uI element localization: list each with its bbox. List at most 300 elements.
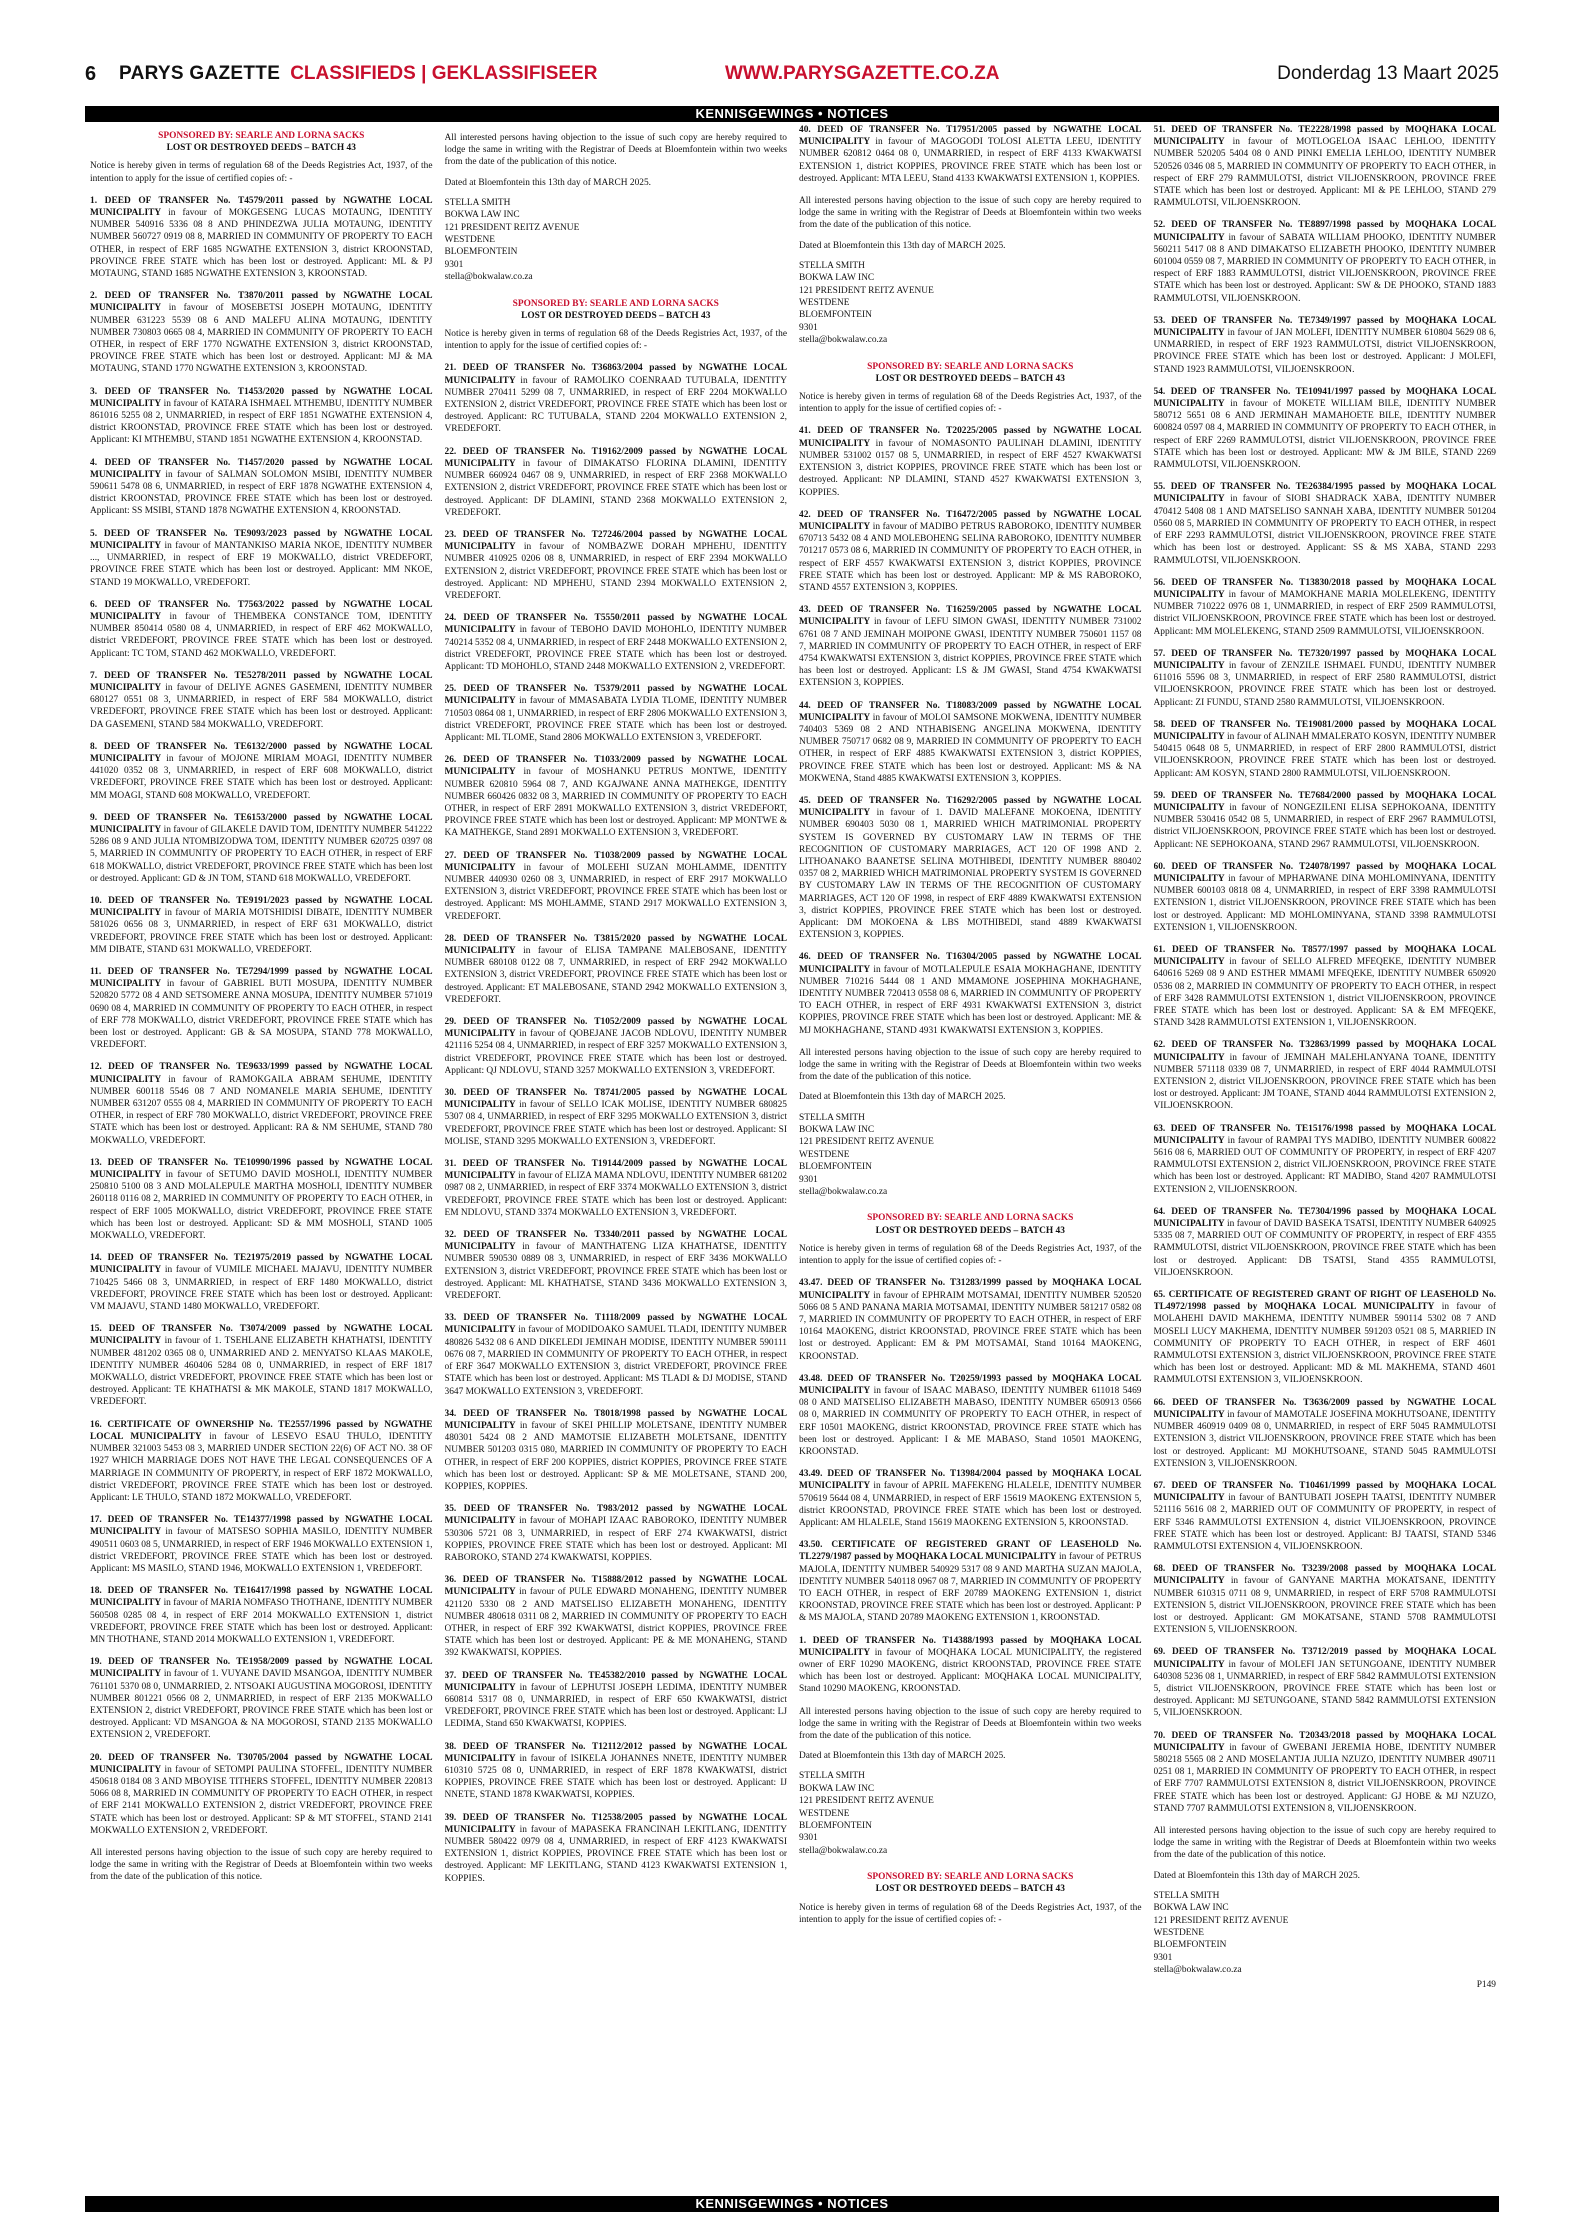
page-number: 6 xyxy=(85,62,97,85)
entry-heading: 41. DEED OF TRANSFER No. T20225/2005 passed by NGWATHE LOCAL MUNICIPALITY xyxy=(799,426,1142,449)
entry-heading: 5. DEED OF TRANSFER No. TE9093/2023 passed by NGWATHE LOCAL MUNICIPALITY xyxy=(90,528,433,551)
address-line: 9301 xyxy=(1153,1952,1173,1963)
entry-heading: 7. DEED OF TRANSFER No. TE5278/2011 passed by NGWATHE LOCAL MUNICIPALITY xyxy=(90,670,433,693)
notice-title: LOST OR DESTROYED DEEDS – BATCH 43 xyxy=(875,1884,1065,1895)
entry-text: in favour of MAMOKHANE MARIA MOLELEKENG, IDENTITY NUMBER 710222 0976 08 1, UNMARRIED, in respect of ERF 2509 RAMMULOTSI, district VILJOENSKROON, PROVINCE FREE STATE which has been lost or destroyed. Applicant: MM MOLELEKENG, STAND 2509 RAMMULOTSI, VILJOENSKROON. xyxy=(1153,589,1496,637)
sponsor-line: SPONSORED BY: SEARLE AND LORNA SACKS xyxy=(867,1213,1074,1224)
entry-heading: 65. CERTIFICATE OF REGISTERED GRANT OF RIGHT OF LEASEHOLD No. TL4972/1998 passed by MOQHAKA LOCAL MUNICIPALITY xyxy=(1153,1290,1496,1313)
entry-text: in favour of JEMINAH MALEHLANYANA TOANE, IDENTITY NUMBER 571118 0339 08 7, UNMARRIED, in respect of ERF 4044 RAMMULOTSI EXTENSION 2, district VILJOENSKROON, PROVINCE FREE STATE which has been lost or destroyed. Applicant: JM TOANE, STAND 4044 RAMMULOTSI EXTENSION 2, VILJOENSKROON. xyxy=(1153,1052,1496,1112)
entry-heading: 1. DEED OF TRANSFER No. T14388/1993 passed by MOQHAKA LOCAL MUNICIPALITY xyxy=(799,1635,1142,1658)
closing-text: All interested persons having objection to the issue of such copy are hereby required to lodge the same in writing with the Registrar of Deeds at Bloemfontein within two weeks from the date of the publication of this notice. xyxy=(90,1847,433,1883)
entry-heading: 22. DEED OF TRANSFER No. T19162/2009 passed by NGWATHE LOCAL MUNICIPALITY xyxy=(444,446,787,469)
entry-heading: 37. DEED OF TRANSFER No. TE45382/2010 passed by NGWATHE LOCAL MUNICIPALITY xyxy=(444,1670,787,1693)
notice-entry xyxy=(90,1157,433,1242)
entry-heading: 27. DEED OF TRANSFER No. T1038/2009 passed by NGWATHE LOCAL MUNICIPALITY xyxy=(444,850,787,873)
address-line: 121 PRESIDENT REITZ AVENUE xyxy=(799,285,934,296)
entry-text: in favour of MADIBO PETRUS RABOROKO, IDENTITY NUMBER 670713 5432 08 4 AND MOLEBOHENG SELINA RABOROKO, IDENTITY NUMBER 701217 0573 08 6, MARRIED IN COMMUNITY OF PROPERTY TO EACH OTHER, in respect of ERF 4557 KWAKWATSI EXTENSION 3, district KOPPIES, PROVINCE FREE STATE which has been lost or destroyed. Applicant: MP & MS RABOROKO, STAND 4557 EXTENSION 3, KOPPIES. xyxy=(799,521,1142,593)
closing-text: All interested persons having objection to the issue of such copy are hereby required to lodge the same in writing with the Registrar of Deeds at Bloemfontein within two weeks from the date of the publication of this notice. xyxy=(444,133,787,168)
entry-text: in favour of MOSHANKU PETRUS MONTWE, IDENTITY NUMBER 620810 5964 08 7, AND KGAJWANE ANNA MATHEKGE, IDENTITY NUMBER 660426 0832 08 3, MARRIED IN COMMUNITY OF PROPERTY TO EACH OTHER, in respect of ERF 2891 MOKWALLO EXTENSION 3, district VREDEFORT, PROVINCE FREE STATE which has been lost or destroyed. Applicant: MP MONTWE & KA MATHEKGE, Stand 2891 MOKWALLO EXTENSION 3, VREDEFORT. xyxy=(444,767,787,839)
notice-entry xyxy=(1154,719,1497,780)
paper-name: PARYS GAZETTE xyxy=(119,63,281,84)
notice-entry xyxy=(1154,648,1497,709)
email-link[interactable]: stella@bokwalaw.co.za xyxy=(799,335,888,346)
entry-heading: 42. DEED OF TRANSFER No. T16472/2005 passed by NGWATHE LOCAL MUNICIPALITY xyxy=(799,509,1142,532)
entry-text: in favour of MATSESO SOPHIA MASILO, IDENTITY NUMBER 490511 0603 08 5, UNMARRIED, in respect of ERF 1946 MOKWALLO EXTENSION 1, district VREDEFORT, PROVINCE FREE STATE which has been lost or destroyed. Applicant: MS MASILO, STAND 1946, MOKWALLO EXTENSION 1, VREDEFORT. xyxy=(90,1527,433,1574)
notice-entry xyxy=(90,741,433,802)
address-block xyxy=(799,1770,1142,1857)
entry-text: in favour of BANTUBATI JOSEPH TAATSI, IDENTITY NUMBER 521116 5616 08 2, MARRIED OUT OF COMMUNITY OF PROPERTY, in respect of ERF 5346 RAMMULOTSI EXTENSION 4, district VILJOENSKROON, PROVINCE FREE STATE which has been lost or destroyed. Applicant: BJ TAATSI, STAND 5346 RAMMULOTSI EXTENSION 4, VILJOENSKROON. xyxy=(1153,1493,1496,1552)
column-1 xyxy=(90,124,433,2192)
entries-list xyxy=(799,425,1142,1036)
entry-heading: 34. DEED OF TRANSFER No. T8018/1998 passed by NGWATHE LOCAL MUNICIPALITY xyxy=(444,1408,787,1431)
notice-entry xyxy=(799,1468,1142,1529)
address-line: 9301 xyxy=(799,1833,818,1844)
notice-entry xyxy=(90,966,433,1051)
entry-heading: 29. DEED OF TRANSFER No. T1052/2009 passed by NGWATHE LOCAL MUNICIPALITY xyxy=(444,1017,787,1040)
notice-intro: Notice is hereby given in terms of regulation 68 of the Deeds Registries Act, 1937, of the intention to apply for the issue of certified copies of: - xyxy=(799,1243,1142,1267)
closing-text: All interested persons having objection to the issue of such copy are hereby required to lodge the same in writing with the Registrar of Deeds at Bloemfontein within two weeks from the date of the publication of this notice. xyxy=(799,1706,1142,1741)
notice-entry xyxy=(90,1252,433,1313)
notice-entry xyxy=(799,1635,1142,1696)
notice-entry xyxy=(445,612,788,673)
notice-entry xyxy=(90,1656,433,1741)
entry-text: in favour of QOBEJANE JACOB NDLOVU, IDENTITY NUMBER 421116 5254 08 4, UNMARRIED, in respect of ERF 3257 MOKWALLO EXTENSION 3, district VREDEFORT, PROVINCE FREE STATE which has been lost or destroyed. Applicant: QJ NDLOVU, STAND 3257 MOKWALLO EXTENSION 3, VREDEFORT. xyxy=(444,1029,787,1076)
address-line: BOKWA LAW INC xyxy=(799,1125,875,1136)
notices-band-bottom: KENNISGEWINGS • NOTICES xyxy=(85,2196,1499,2212)
dated-line: Dated at Bloemfontein this 13th day of MARCH 2025. xyxy=(799,1092,1006,1103)
entry-heading: 21. DEED OF TRANSFER No. T36863/2004 passed by NGWATHE LOCAL MUNICIPALITY xyxy=(444,363,787,386)
entry-text: in favour of MOLOI SAMSONE MOKWENA, IDENTITY NUMBER 740403 5369 08 2 AND NTHABISENG ANGELINA MOKWENA, IDENTITY NUMBER 750717 0682 08 9, MARRIED IN COMMUNITY OF PROPERTY TO EACH OTHER, in respect of ERF 4885 KWAKWATSI EXTENSION 3, district KOPPIES, PROVINCE FREE STATE which has been lost or destroyed. Applicant: MS & NA MOKWENA, Stand 4885 KWAKWATSI EXTENSION 3, KOPPIES. xyxy=(799,712,1142,784)
entry-heading: 57. DEED OF TRANSFER No. TE7320/1997 passed by MOQHAKA LOCAL MUNICIPALITY xyxy=(1153,648,1496,671)
entry-text: in favour of ISAAC MABASO, IDENTITY NUMBER 611018 5469 08 0 AND MATSELISO ELIZABETH MABASO, IDENTITY NUMBER 650913 0566 08 0, MARRIED IN COMMUNITY OF PROPERTY TO EACH OTHER, in respect of ERF 10501 MAOKENG, district KROONSTAD, PROVINCE FREE STATE which has been lost or destroyed. Applicant: I & ME MABASO, Stand 10501 MAOKENG, KROONSTAD. xyxy=(799,1385,1142,1457)
notice-entry xyxy=(445,1408,788,1493)
entry-text: in favour of MAPASEKA FRANCINAH LEKITLANG, IDENTITY NUMBER 580422 0979 08 4, UNMARRIED, in respect of ERF 4123 KWAKWATSI EXTENSION 1, district KOPPIES, PROVINCE FREE STATE which has been lost or destroyed. Applicant: MF LEKITLANG, STAND 4123 KWAKWATSI EXTENSION 1, KOPPIES. xyxy=(444,1824,787,1884)
notice-heading xyxy=(799,1212,1142,1236)
entry-heading: 18. DEED OF TRANSFER No. TE16417/1998 passed by NGWATHE LOCAL MUNICIPALITY xyxy=(90,1586,433,1609)
entry-text: in favour of MANTHATENG LIZA KHATHATSE, IDENTITY NUMBER 590530 0889 08 3, UNMARRIED, in respect of ERF 3436 MOKWALLO EXTENSION 3, district VREDEFORT, PROVINCE FREE STATE which has been lost or destroyed. Applicant: ML KHATHATSE, STAND 3436 MOKWALLO EXTENSION 3, VREDEFORT. xyxy=(444,1242,787,1302)
entry-text: in favour of 1. DAVID MALEFANE MOKOENA, IDENTITY NUMBER 690403 5030 08 1, MARRIED WHICH MATRIMONIAL PROPERTY SYSTEM IS GOVERNED BY CUSTOMARY LAW IN TERMS OF THE RECOGNITION OF CUSTOMARY MARRIAGES, ACT 120 OF 1998 AND 2. LITHOANAKO BAANETSE SELINA MOTHIBEDI, IDENTITY NUMBER 880402 0357 08 2, MARRIED WHICH MATRIMONIAL PROPERTY SYSTEM IS GOVERNED BY CUSTOMARY LAW IN TERMS OF THE RECOGNITION OF CUSTOMARY MARRIAGES, ACT 120 OF 1998, in respect of ERF 4889 KWAKWATSI EXTENSION 3, district KOPPIES, PROVINCE FREE STATE which has been lost or destroyed. Applicant: DM MOKOENA & LBS MOTHIBEDI, stand 4889 KWAKWATSI EXTENSION 3, KOPPIES. xyxy=(799,808,1142,941)
address-line: 9301 xyxy=(444,259,464,270)
notice-entry xyxy=(1154,1480,1497,1553)
notice-entry xyxy=(90,812,433,885)
entry-text: in favour of MOSEBETSI JOSEPH MOTAUNG, IDENTITY NUMBER 631223 5539 08 6 AND MALEFU ALINA MOTAUNG, IDENTITY NUMBER 730803 0665 08 4, MARRIED IN COMMUNITY OF PROPERTY TO EACH OTHER, in respect of ERF 1770 NGWATHE EXTENSION 3, district KROONSTAD, PROVINCE FREE STATE which has been lost or destroyed. Applicant: MJ & MA MOTAUNG, STAND 1770 NGWATHE EXTENSION 3, KROONSTAD. xyxy=(90,303,433,375)
notice-entry xyxy=(1154,1289,1497,1387)
notice-entry xyxy=(1154,1123,1497,1196)
entry-heading: 15. DEED OF TRANSFER No. T3074/2009 passed by NGWATHE LOCAL MUNICIPALITY xyxy=(90,1324,433,1347)
address-line: BLOEMFONTEIN xyxy=(799,1162,872,1173)
address-block xyxy=(445,197,788,284)
entry-text: in favour of SABATA WILLIAM PHOOKO, IDENTITY NUMBER 560211 5417 08 8 AND DIMAKATSO ELIZABETH PHOOKO, IDENTITY NUMBER 601004 0559 08 7, MARRIED IN COMMUNITY OF PROPERTY TO EACH OTHER, in respect of ERF 1883 RAMMULOTSI, district VILJOENSKROON, PROVINCE FREE STATE which has been lost or destroyed. Applicant: SW & DE PHOOKO, STAND 1883 RAMMULOTSI, VILJOENSKROON. xyxy=(1153,232,1496,304)
notice-entry xyxy=(445,1812,788,1885)
entries-list xyxy=(799,1277,1142,1695)
address-line: WESTDENE xyxy=(799,1149,850,1160)
closing-text: All interested persons having objection to the issue of such copy are hereby required to lodge the same in writing with the Registrar of Deeds at Bloemfontein within two weeks from the date of the publication of this notice. xyxy=(1153,1825,1496,1861)
notice-entry xyxy=(90,670,433,731)
entry-text: in favour of NOMBAZWE DORAH MPHEHU, IDENTITY NUMBER 410925 0206 08 8, UNMARRIED, in respect of ERF 2394 MOKWALLO EXTENSION 2, district VREDEFORT, PROVINCE FREE STATE which has been lost or destroyed. Applicant: ND MPHEHU, STAND 2394 MOKWALLO EXTENSION 2, VREDEFORT. xyxy=(444,542,787,601)
notice-entry xyxy=(799,124,1142,185)
notice-intro: Notice is hereby given in terms of regulation 68 of the Deeds Registries Act, 1937, of the intention to apply for the issue of certified copies of: - xyxy=(90,161,433,184)
entry-heading: 16. CERTIFICATE OF OWNERSHIP No. TE2557/1996 passed by NGWATHE LOCAL MUNICIPALITY xyxy=(90,1419,433,1442)
entry-heading: 31. DEED OF TRANSFER No. T19144/2009 passed by NGWATHE LOCAL MUNICIPALITY xyxy=(444,1159,787,1182)
address-line: BOKWA LAW INC xyxy=(799,273,875,284)
notice-entry xyxy=(1154,577,1497,638)
entry-text: in favour of RAMOKGAILA ABRAM SEHUME, IDENTITY NUMBER 600118 5546 08 7 AND NOMANELE MARIA SEHUME, IDENTITY NUMBER 631207 0555 08 4, MARRIED IN COMMUNITY OF PROPERTY TO EACH OTHER, in respect of ERF 780 MOKWALLO, district VREDEFORT, PROVINCE FREE STATE which has been lost or destroyed. Applicant: RA & NM SEHUME, STAND 780 MOKWALLO, VREDEFORT. xyxy=(90,1074,433,1146)
entry-text: in favour of ALINAH MMALERATO KOSYN, IDENTITY NUMBER 540415 0648 08 5, UNMARRIED, in respect of ERF 2800 RAMMULOTSI, district VILJOENSKROON, PROVINCE FREE STATE which has been lost or destroyed. Applicant: AM KOSYN, STAND 2800 RAMMULOTSI, VILJOENSKROON. xyxy=(1153,731,1496,779)
entry-heading: 28. DEED OF TRANSFER No. T3815/2020 passed by NGWATHE LOCAL MUNICIPALITY xyxy=(444,933,787,956)
dated-line: Dated at Bloemfontein this 13th day of MARCH 2025. xyxy=(1153,1870,1360,1881)
entry-heading: 2. DEED OF TRANSFER No. T3870/2011 passed by NGWATHE LOCAL MUNICIPALITY xyxy=(90,291,433,314)
notice-title: LOST OR DESTROYED DEEDS – BATCH 43 xyxy=(875,373,1065,384)
entry-text: in favour of JAN MOLEFI, IDENTITY NUMBER 610804 5629 08 6, UNMARRIED, in respect of ERF 1923 RAMMULOTSI, district VILJOENSKROON, PROVINCE FREE STATE which has been lost or destroyed. Applicant: J MOLEFI, STAND 1923 RAMMULOTSI, VILJOENSKROON. xyxy=(1153,328,1496,375)
notices-band-top: KENNISGEWINGS • NOTICES xyxy=(85,106,1499,122)
notice-title: LOST OR DESTROYED DEEDS – BATCH 43 xyxy=(521,310,711,321)
entry-text: in favour of SALMAN SOLOMON MSIBI, IDENTITY NUMBER 590611 5478 08 6, UNMARRIED, in respect of ERF 1878 NGWATHE EXTENSION 4, district KROONSTAD, PROVINCE FREE STATE which has been lost or destroyed. Applicant: SS MSIBI, STAND 1878 NGWATHE EXTENSION 4, KROONSTAD. xyxy=(90,469,433,517)
entries-list xyxy=(90,195,433,1837)
address-block xyxy=(799,1112,1142,1199)
notice-entry xyxy=(799,700,1142,785)
entry-text: in favour of LESEVO ESAU THULO, IDENTITY NUMBER 321003 5453 08 3, MARRIED UNDER SECTION 22(6) OF ACT NO. 38 OF 1927 WHICH MARRIAGE DOES NOT HAVE THE LEGAL CONSEQUENCES OF A MARRIAGE IN COMMUNITY OF PROPERTY, in respect of ERF 1872 MOKWALLO, district VREDEFORT, PROVINCE FREE STATE which has been lost or destroyed. Applicant: LE THULO, STAND 1872 MOKWALLO, VREDEFORT. xyxy=(90,1431,433,1503)
notice-entry xyxy=(90,599,433,660)
dated-line: Dated at Bloemfontein this 13th day of MARCH 2025. xyxy=(799,240,1006,251)
notice-entry xyxy=(1154,124,1497,209)
address-line: 9301 xyxy=(799,322,818,333)
notice-entry xyxy=(90,1752,433,1837)
notice-entry xyxy=(445,1087,788,1148)
entry-text: in favour of KATARA ISHMAEL MTHEMBU, IDENTITY NUMBER 861016 5255 08 2, UNMARRIED, in respect of ERF 1851 NGWATHE EXTENSION 4, district KROONSTAD, PROVINCE FREE STATE which has been lost or destroyed. Applicant: KI MTHEMBU, STAND 1851 NGWATHE EXTENSION 4, KROONSTAD. xyxy=(90,398,433,446)
notice-entry xyxy=(445,1158,788,1219)
entry-heading: 39. DEED OF TRANSFER No. T12538/2005 passed by NGWATHE LOCAL MUNICIPALITY xyxy=(444,1812,787,1835)
address-line: 121 PRESIDENT REITZ AVENUE xyxy=(1153,1915,1289,1926)
notice-entry xyxy=(799,509,1142,594)
issue-date: Donderdag 13 Maart 2025 xyxy=(1277,63,1499,84)
address-line: 9301 xyxy=(799,1174,818,1185)
sponsor-line: SPONSORED BY: SEARLE AND LORNA SACKS xyxy=(867,1872,1074,1883)
entry-heading: 13. DEED OF TRANSFER No. TE10990/1996 passed by NGWATHE LOCAL MUNICIPALITY xyxy=(90,1157,433,1181)
notice-entry xyxy=(1154,481,1497,566)
entry-heading: 44. DEED OF TRANSFER No. T18083/2009 passed by NGWATHE LOCAL MUNICIPALITY xyxy=(799,700,1142,723)
entry-heading: 53. DEED OF TRANSFER No. TE7349/1997 passed by MOQHAKA LOCAL MUNICIPALITY xyxy=(1153,315,1496,339)
notice-entry xyxy=(445,529,788,602)
notice-intro: Notice is hereby given in terms of regulation 68 of the Deeds Registries Act, 1937, of the intention to apply for the issue of certified copies of: - xyxy=(799,1902,1142,1925)
notice-entry xyxy=(799,604,1142,689)
entry-text: in favour of APRIL MAFEKENG HLALELE, IDENTITY NUMBER 570619 5644 08 4, UNMARRIED, in respect of ERF 15619 MAOKENG EXTENSION 5, district KROONSTAD, PROVINCE FREE STATE which has been lost or destroyed. Applicant: AM HLALELE, Stand 15619 MAOKENG EXTENSION 5, KROONSTAD. xyxy=(799,1481,1142,1528)
notice-entry xyxy=(1154,1206,1497,1279)
notice-entry xyxy=(445,1741,788,1802)
entry-heading: 11. DEED OF TRANSFER No. TE7294/1999 passed by NGWATHE LOCAL MUNICIPALITY xyxy=(90,966,433,990)
notice-entry xyxy=(90,457,433,518)
entry-heading: 32. DEED OF TRANSFER No. T3340/2011 passed by NGWATHE LOCAL MUNICIPALITY xyxy=(444,1230,787,1253)
entry-text: in favour of ELISA TAMPANE MALEBOSANE, IDENTITY NUMBER 680108 0122 08 7, UNMARRIED, in respect of ERF 2942 MOKWALLO EXTENSION 3, district VREDEFORT, PROVINCE FREE STATE which has been lost or destroyed. Applicant: ET MALEBOSANE, STAND 2942 MOKWALLO EXTENSION 3, VREDEFORT. xyxy=(444,946,787,1005)
entry-heading: 8. DEED OF TRANSFER No. TE6132/2000 passed by NGWATHE LOCAL MUNICIPALITY xyxy=(90,741,433,764)
notice-entry xyxy=(90,1419,433,1504)
notice-entry xyxy=(90,528,433,589)
entry-heading: 33. DEED OF TRANSFER No. T1118/2009 passed by NGWATHE LOCAL MUNICIPALITY xyxy=(444,1313,787,1336)
email-link[interactable]: stella@bokwalaw.co.za xyxy=(1153,1965,1242,1976)
section-title: CLASSIFIEDS | GEKLASSIFISEER xyxy=(290,63,598,84)
entry-text: in favour of 1. VUYANE DAVID MSANGOA, IDENTITY NUMBER 761101 5370 08 0, UNMARRIED, 2. NTSOAKI AUGUSTINA MOGOROSI, IDENTITY NUMBER 801221 0566 08 2, UNMARRIED, in respect of ERF 2135 MOKWALLO EXTENSION 2, district VREDEFORT, PROVINCE FREE STATE which has been lost or destroyed. Applicant: VD MSANGOA & NA MOGOROSI, STAND 2135 MOKWALLO EXTENSION 2, VREDEFORT. xyxy=(90,1669,433,1741)
address-line: 121 PRESIDENT REITZ AVENUE xyxy=(799,1137,934,1148)
page-header xyxy=(85,62,1499,86)
sponsor-line: SPONSORED BY: SEARLE AND LORNA SACKS xyxy=(867,361,1074,372)
notice-heading xyxy=(90,130,433,154)
entry-text: in favour of SIOBI SHADRACK XABA, IDENTITY NUMBER 470412 5408 08 1 AND MATSELISO SANNAH XABA, IDENTITY NUMBER 501204 0560 08 5, MARRIED IN COMMUNITY OF PROPERTY TO EACH OTHER, in respect of ERF 2293 RAMMULOTSI, district VILJOENSKROON, PROVINCE FREE STATE which has been lost or destroyed. Applicant: SS & MS XABA, STAND 2293 RAMMULOTSI, VILJOENSKROON. xyxy=(1153,494,1496,566)
closing-text: All interested persons having objection to the issue of such copy are hereby required to lodge the same in writing with the Registrar of Deeds at Bloemfontein within two weeks from the date of the publication of this notice. xyxy=(799,196,1142,231)
notice-entry xyxy=(445,1574,788,1659)
entry-heading: 70. DEED OF TRANSFER No. T20343/2018 passed by MOQHAKA LOCAL MUNICIPALITY xyxy=(1153,1730,1496,1753)
column-2 xyxy=(445,124,788,2192)
notice-heading xyxy=(799,1871,1142,1895)
entry-text: in favour of MARIA NOMFASO THOTHANE, IDENTITY NUMBER 560508 0285 08 4, in respect of ERF 2014 MOKWALLO EXTENSION 1, district VREDEFORT, PROVINCE FREE STATE which has been lost or destroyed. Applicant: MN THOTHANE, STAND 2014 MOKWALLO EXTENSION 1, VREDEFORT. xyxy=(90,1598,433,1645)
entry-text: in favour of MOLEEHI SUZAN MOHLAMME, IDENTITY NUMBER 440930 0260 08 3, UNMARRIED, in respect of ERF 2917 MOKWALLO EXTENSION 3, district VREDEFORT, PROVINCE FREE STATE which has been lost or destroyed. Applicant: MS MOHLAMME, STAND 2917 MOKWALLO EXTENSION 3, VREDEFORT. xyxy=(444,862,787,922)
address-line: BOKWA LAW INC xyxy=(444,210,520,221)
entry-text: in favour of MOHAPI IZAAC RABOROKO, IDENTITY NUMBER 530306 5721 08 3, UNMARRIED, in respect of ERF 274 KWAKWATSI, district KOPPIES, PROVINCE FREE STATE which has been lost or destroyed. Applicant: MI RABOROKO, STAND 274 KWAKWATSI, KOPPIES. xyxy=(444,1516,787,1563)
entry-text: in favour of MPHARWANE DINA MOHLOMINYANA, IDENTITY NUMBER 600103 0818 08 4, UNMARRIED, in respect of ERF 3398 RAMMULOTSI EXTENSION 1, district VILJOENSKROON, PROVINCE FREE STATE which has been lost or destroyed. Applicant: MD MOHLOMINYANA, STAND 3398 RAMMULOTSI EXTENSION 1, VILJOENSKROON. xyxy=(1153,873,1496,933)
entry-text: in favour of TEBOHO DAVID MOHOHLO, IDENTITY NUMBER 740214 5352 08 4, UNMARRIED, in respect of ERF 2448 MOKWALLO EXTENSION 2, district VREDEFORT, PROVINCE FREE STATE which has been lost or destroyed. Applicant: TD MOHOHLO, STAND 2448 MOKWALLO EXTENSION 2, VREDEFORT. xyxy=(444,625,787,672)
notice-entry xyxy=(1154,1397,1497,1470)
entry-text: in favour of MODIDOAKO SAMUEL TLADI, IDENTITY NUMBER 480826 5432 08 6 AND DIKELEDI JEMINAH MODISE, IDENTITY NUMBER 590111 0676 08 7, MARRIED IN COMMUNITY OF PROPERTY TO EACH OTHER, in respect of ERF 3647 MOKWALLO EXTENSION 3, district VREDEFORT, PROVINCE FREE STATE which has been lost or destroyed. Applicant: MS TLADI & DJ MODISE, STAND 3647 MOKWALLO EXTENSION 3, VREDEFORT. xyxy=(444,1325,787,1397)
entry-heading: 66. DEED OF TRANSFER No. T3636/2009 passed by NGWATHE LOCAL MUNICIPALITY xyxy=(1153,1397,1496,1420)
notice-intro: Notice is hereby given in terms of regulation 68 of the Deeds Registries Act, 1937, of the intention to apply for the issue of certified copies of: - xyxy=(444,329,787,352)
entry-heading: 3. DEED OF TRANSFER No. T1453/2020 passed by NGWATHE LOCAL MUNICIPALITY xyxy=(90,386,433,409)
entry-text: in favour of ZENZILE ISHMAEL FUNDU, IDENTITY NUMBER 611016 5596 08 3, UNMARRIED, in respect of ERF 2580 RAMMULOTSI, district VILJOENSKROON, PROVINCE FREE STATE which has been lost or destroyed. Applicant: ZI FUNDU, STAND 2580 RAMMULOTSI, VILJOENSKROON. xyxy=(1153,660,1496,708)
notice-entry xyxy=(445,850,788,923)
entry-heading: 61. DEED OF TRANSFER No. T8577/1997 passed by MOQHAKA LOCAL MUNICIPALITY xyxy=(1153,944,1496,968)
entry-text: in favour of SKEI PHILLIP MOLETSANE, IDENTITY NUMBER 480301 5424 08 2 AND MAMOTSIE ELIZABETH MOLETSANE, IDENTITY NUMBER 501203 0315 080, MARRIED IN COMMUNITY OF PROPERTY TO EACH OTHER, in respect of ERF 200 KOPPIES, district KOPPIES, PROVINCE FREE STATE which has been lost or destroyed. Applicant: SP & ME MOLETSANE, STAND 200, KOPPIES, KOPPIES. xyxy=(444,1420,787,1492)
notice-entry xyxy=(1154,1039,1497,1112)
address-line: BOKWA LAW INC xyxy=(799,1783,875,1794)
entry-text: in favour of MOJONE MIRIAM MOAGI, IDENTITY NUMBER 441020 0352 08 3, UNMARRIED, in respect of ERF 608 MOKWALLO, district VREDEFORT, PROVINCE FREE STATE which has been lost or destroyed. Applicant: MM MOAGI, STAND 608 MOKWALLO, VREDEFORT. xyxy=(90,753,433,801)
entry-heading: 9. DEED OF TRANSFER No. TE6153/2000 passed by NGWATHE LOCAL MUNICIPALITY xyxy=(90,812,433,835)
entry-text: in favour of MAMOTALE JOSEFINA MOKHUTSOANE, IDENTITY NUMBER 460919 0409 08 0, UNMARRIED, in respect of ERF 5045 RAMMULOTSI EXTENSION 3, district VILJOENSKROON, PROVINCE FREE STATE which has been lost or destroyed. Applicant: MJ MOKHUTSOANE, STAND 5045 RAMMULOTSI EXTENSION 3, VILJOENSKROON. xyxy=(1153,1409,1496,1469)
entry-text: in favour of LEPHUTSI JOSEPH LEDIMA, IDENTITY NUMBER 660814 5317 08 0, UNMARRIED, in respect of ERF 650 KWAKWATSI, district VREDEFORT, PROVINCE FREE STATE which has been lost or destroyed. Applicant: LJ LEDIMA, Stand 650 KWAKWATSI, KOPPIES. xyxy=(444,1682,787,1730)
entry-text: in favour of MOTLOGELOA ISAAC LEHLOO, IDENTITY NUMBER 520205 5404 08 0 AND PINKI EMELIA LEHLOO, IDENTITY NUMBER 520526 0346 08 5, MARRIED IN COMMUNITY OF PROPERTY TO EACH OTHER, in respect of ERF 279 RAMMULOTSI, district VILJOENSKROON, PROVINCE FREE STATE which has been lost or destroyed. Applicant: MI & PE LEHLOO, STAND 279 RAMMULOTSI, VILJOENSKROON. xyxy=(1153,137,1496,209)
entry-heading: 17. DEED OF TRANSFER No. TE14377/1998 passed by NGWATHE LOCAL MUNICIPALITY xyxy=(90,1515,433,1538)
entry-heading: 20. DEED OF TRANSFER No. T30705/2004 passed by NGWATHE LOCAL MUNICIPALITY xyxy=(90,1752,433,1775)
entry-text: in favour of MOLEFI JAN SETUNGOANE, IDENTITY NUMBER 640308 5236 08 1, UNMARRIED, in respect of ERF 5842 RAMMULOTSI EXTENSION 5, district VILJOENSKROON, PROVINCE FREE STATE which has been lost or destroyed. Applicant: MJ SETUNGOANE, STAND 5842 RAMMULOTSI EXTENSION 5, VILJOENSKROON. xyxy=(1153,1659,1496,1719)
entry-heading: 56. DEED OF TRANSFER No. T13830/2018 passed by MOQHAKA LOCAL MUNICIPALITY xyxy=(1153,577,1496,600)
notice-entry xyxy=(799,795,1142,941)
notice-entry xyxy=(90,1585,433,1646)
entry-heading: 25. DEED OF TRANSFER No. T5379/2011 passed by NGWATHE LOCAL MUNICIPALITY xyxy=(444,684,787,707)
entry-heading: 6. DEED OF TRANSFER No. T7563/2022 passed by NGWATHE LOCAL MUNICIPALITY xyxy=(90,599,433,622)
entry-heading: 59. DEED OF TRANSFER No. TE7684/2000 passed by MOQHAKA LOCAL MUNICIPALITY xyxy=(1153,790,1496,813)
email-link[interactable]: stella@bokwalaw.co.za xyxy=(799,1187,888,1198)
entry-heading: 45. DEED OF TRANSFER No. T16292/2005 passed by NGWATHE LOCAL MUNICIPALITY xyxy=(799,795,1142,819)
entry-text: in favour of RAMOLIKO COENRAAD TUTUBALA, IDENTITY NUMBER 270411 5299 08 7, UNMARRIED, in respect of ERF 2204 MOKWALLO EXTENSION 2, district VREDEFORT, PROVINCE FREE STATE which has been lost or destroyed. Applicant: RC TUTUBALA, STAND 2204 MOKWALLO EXTENSION 2, VREDEFORT. xyxy=(444,375,787,435)
email-link[interactable]: stella@bokwalaw.co.za xyxy=(444,272,533,283)
entry-text: in favour of THEMBEKA CONSTANCE TOM, IDENTITY NUMBER 850414 0580 08 4, UNMARRIED, in respect of ERF 462 MOKWALLO, district VREDEFORT, PROVINCE FREE STATE which has been lost or destroyed. Applicant: TC TOM, STAND 462 MOKWALLO, VREDEFORT. xyxy=(90,611,433,659)
address-line: BLOEMFONTEIN xyxy=(1153,1940,1227,1951)
address-line: WESTDENE xyxy=(1153,1928,1205,1939)
entry-text: in favour of LEFU SIMON GWASI, IDENTITY NUMBER 731002 6761 08 7 AND JEMINAH MOIPONE GWASI, IDENTITY NUMBER 750601 1157 08 7, MARRIED IN COMMUNITY OF PROPERTY TO EACH OTHER, in respect of ERF 4754 KWAKWATSI EXTENSION 3, district KOPPIES, PROVINCE FREE STATE which has been lost or destroyed. Applicant: LS & JM GWASI, Stand 4754 KWAKWATSI EXTENSION 3, KOPPIES. xyxy=(799,617,1142,689)
entry-heading: 58. DEED OF TRANSFER No. TE19081/2000 passed by MOQHAKA LOCAL MUNICIPALITY xyxy=(1153,719,1496,742)
entry-text: in favour of GILAKELE DAVID TOM, IDENTITY NUMBER 541222 5286 08 9 AND JULIA NTOMBIZODWA TOM, IDENTITY NUMBER 620725 0397 08 5, MARRIED IN COMMUNITY OF PROPERTY TO EACH OTHER, in respect of ERF 618 MOKWALLO, district VREDEFORT, PROVINCE FREE STATE which has been lost or destroyed. Applicant: GD & JN TOM, STAND 618 MOKWALLO, VREDEFORT. xyxy=(90,824,433,884)
entry-heading: 23. DEED OF TRANSFER No. T27246/2004 passed by NGWATHE LOCAL MUNICIPALITY xyxy=(444,529,787,553)
notice-entry xyxy=(90,195,433,280)
notice-entry xyxy=(445,933,788,1006)
address-line: 121 PRESIDENT REITZ AVENUE xyxy=(799,1796,934,1807)
entry-heading: 46. DEED OF TRANSFER No. T16304/2005 passed by NGWATHE LOCAL MUNICIPALITY xyxy=(799,952,1142,975)
entry-heading: 14. DEED OF TRANSFER No. TE21975/2019 passed by NGWATHE LOCAL MUNICIPALITY xyxy=(90,1253,433,1276)
entry-text: in favour of MAGOGODI TOLOSI ALETTA LEEU, IDENTITY NUMBER 620812 0464 08 0, UNMARRIED, in respect of ERF 4133 KWAKWATSI EXTENSION 1, district KOPPIES, PROVINCE FREE STATE which has been lost or destroyed. Applicant: MTA LEEU, Stand 4133 KWAKWATSI EXTENSION 1, KOPPIES. xyxy=(799,137,1142,184)
entry-text: in favour of SETOMPI PAULINA STOFFEL, IDENTITY NUMBER 450618 0184 08 3 AND MBOYISE TITHERS STOFFEL, IDENTITY NUMBER 220813 5066 08 8, MARRIED IN COMMUNITY OF PROPERTY TO EACH OTHER, in respect of ERF 2141 MOKWALLO EXTENSION 2, district VREDEFORT, PROVINCE FREE STATE which has been lost or destroyed. Applicant: SP & MT STOFFEL, STAND 2141 MOKWALLO EXTENSION 2, VREDEFORT. xyxy=(90,1764,433,1836)
email-link[interactable]: stella@bokwalaw.co.za xyxy=(799,1845,888,1856)
notice-entry xyxy=(445,754,788,839)
page-reference: P149 xyxy=(1476,1979,1496,1990)
notice-entry xyxy=(445,1016,788,1077)
dated-line: Dated at Bloemfontein this 13th day of MARCH 2025. xyxy=(799,1751,1006,1762)
notice-entry xyxy=(1154,944,1497,1029)
entry-heading: 54. DEED OF TRANSFER No. TE10941/1997 passed by MOQHAKA LOCAL MUNICIPALITY xyxy=(1153,386,1496,410)
entry-text: in favour of ELIZA MAMA NDLOVU, IDENTITY NUMBER 681202 0987 08 2, UNMARRIED, in respect of ERF 3374 MOKWALLO EXTENSION 3, district VREDEFORT, PROVINCE FREE STATE which has been lost or destroyed. Applicant: EM NDLOVU, STAND 3374 MOKWALLO EXTENSION 3, VREDEFORT. xyxy=(444,1171,787,1218)
entry-heading: 51. DEED OF TRANSFER No. TE2228/1998 passed by MOQHAKA LOCAL MUNICIPALITY xyxy=(1153,125,1496,148)
closing-text: All interested persons having objection to the issue of such copy are hereby required to lodge the same in writing with the Registrar of Deeds at Bloemfontein within two weeks from the date of the publication of this notice. xyxy=(799,1047,1142,1083)
address-block xyxy=(1154,1890,1497,1977)
entry-text: in favour of DELIYE AGNES GASEMENI, IDENTITY NUMBER 680127 0551 08 3, UNMARRIED, in respect of ERF 584 MOKWALLO, district VREDEFORT, PROVINCE FREE STATE which has been lost or destroyed. Applicant: DA GASEMENI, STAND 584 MOKWALLO, VREDEFORT. xyxy=(90,682,433,730)
address-line: WESTDENE xyxy=(444,235,496,246)
entry-text: in favour of MMASABATA LYDIA TLOME, IDENTITY NUMBER 710503 0864 08 1, UNMARRIED, in respect of ERF 2806 MOKWALLO EXTENSION 3, district VREDEFORT, PROVINCE FREE STATE which has been lost or destroyed. Applicant: ML TLOME, Stand 2806 MOKWALLO EXTENSION 3, VREDEFORT. xyxy=(444,696,787,743)
notice-entry xyxy=(445,683,788,744)
entry-heading: 19. DEED OF TRANSFER No. TE1958/2009 passed by NGWATHE LOCAL MUNICIPALITY xyxy=(90,1657,433,1680)
address-line: STELLA SMITH xyxy=(1153,1890,1220,1901)
entry-heading: 40. DEED OF TRANSFER No. T17951/2005 passed by NGWATHE LOCAL MUNICIPALITY xyxy=(799,125,1142,148)
entry-text: in favour of GWEBANI JEREMIA HOBE, IDENTITY NUMBER 580218 5565 08 2 AND MOSELANTJA JULIA NZUZO, IDENTITY NUMBER 490711 0251 08 1, MARRIED IN COMMUNITY OF PROPERTY TO EACH OTHER, in respect of ERF 7707 RAMMULOTSI EXTENSION 8, district VILJOENSKROON, PROVINCE FREE STATE which has been lost or destroyed. Applicant: GJ HOBE & MJ NZUZO, STAND 7707 RAMMULOTSI EXTENSION 8, VILJOENSKROON. xyxy=(1153,1742,1496,1814)
entry-text: in favour of MOLAHEHI DAVID MAKHEMA, IDENTITY NUMBER 590114 5302 08 7 AND MOSELI LUCY MAKHEMA, IDENTITY NUMBER 591203 0521 08 5, MARRIED IN COMMUNITY OF PROPERTY TO EACH OTHER, in respect of ERF 4601 RAMMULOTSI EXTENSION 3, district VILJOENSKROON, PROVINCE FREE STATE which has been lost or destroyed. Applicant: MD & ML MAKHEMA, STAND 4601 RAMMULOTSI EXTENSION 3, VILJOENSKROON. xyxy=(1153,1302,1496,1386)
entry-heading: 69. DEED OF TRANSFER No. T3712/2019 passed by MOQHAKA LOCAL MUNICIPALITY xyxy=(1153,1647,1496,1670)
entry-heading: 62. DEED OF TRANSFER No. T32863/1999 passed by MOQHAKA LOCAL MUNICIPALITY xyxy=(1153,1040,1496,1063)
entry-heading: 43.47. DEED OF TRANSFER No. T31283/1999 passed by MOQHAKA LOCAL MUNICIPALITY xyxy=(799,1278,1142,1301)
address-line: STELLA SMITH xyxy=(444,197,511,208)
entry-text: in favour of MARIA MOTSHIDISI DIBATE, IDENTITY NUMBER 581026 0656 08 3, UNMARRIED, in respect of ERF 631 MOKWALLO, district VREDEFORT, PROVINCE FREE STATE which has been lost or destroyed. Applicant: MM DIBATE, STAND 631 MOKWALLO, VREDEFORT. xyxy=(90,908,433,955)
address-line: WESTDENE xyxy=(799,1808,850,1819)
notice-columns xyxy=(90,124,1496,2192)
notice-entry xyxy=(1154,790,1497,851)
dated-line: Dated at Bloemfontein this 13th day of MARCH 2025. xyxy=(444,177,651,188)
entry-text: in favour of MANTANKISO MARIA NKOE, IDENTITY NUMBER ..., UNMARRIED, in respect of ERF 19 MOKWALLO, district VREDEFORT, PROVINCE FREE STATE which has been lost or destroyed. Applicant: MM NKOE, STAND 19 MOKWALLO, VREDEFORT. xyxy=(90,540,433,588)
entry-text: in favour of PULE EDWARD MONAHENG, IDENTITY NUMBER 421120 5330 08 2 AND MATSELISO ELIZABETH MONAHENG, IDENTITY NUMBER 480618 0311 08 2, MARRIED IN COMMUNITY OF PROPERTY TO EACH OTHER, in respect of ERF 392 KWAKWATSI, district KOPPIES, PROVINCE FREE STATE which has been lost or destroyed. Applicant: PE & ME MONAHENG, STAND 392 KWAKWATSI, KOPPIES. xyxy=(444,1587,787,1659)
notice-entry xyxy=(90,1514,433,1575)
website-link[interactable]: WWW.PARYSGAZETTE.CO.ZA xyxy=(725,63,1000,84)
entry-text: in favour of 1. TSEHLANE ELIZABETH KHATHATSI, IDENTITY NUMBER 481202 0365 08 0, UNMARRIED AND 2. MENYATSO KLAAS MAKOLE, IDENTITY NUMBER 460406 5284 08 0, UNMARRIED, in respect of ERF 1817 MOKWALLO, district VREDEFORT, PROVINCE FREE STATE which has been lost or destroyed. Applicant: TE KHATHATSI & MK MAKOLE, STAND 1817 MOKWALLO, VREDEFORT. xyxy=(90,1336,433,1408)
entry-text: in favour of MOKGESENG LUCAS MOTAUNG, IDENTITY NUMBER 540916 5336 08 8 AND PHINDEZWA JULIA MOTAUNG, IDENTITY NUMBER 560727 0919 08 8, MARRIED IN COMMUNITY OF PROPERTY TO EACH OTHER, in respect of ERF 1685 NGWATHE EXTENSION 3, district KROONSTAD, PROVINCE FREE STATE which has been lost or destroyed. Applicant: ML & PJ MOTAUNG, STAND 1685 NGWATHE EXTENSION 3, KROONSTAD. xyxy=(90,208,433,280)
address-line: WESTDENE xyxy=(799,298,850,309)
entry-text: in favour of MOKETE WILLIAM BILE, IDENTITY NUMBER 580712 5651 08 6 AND JERMINAH MAMAHOETE BILE, IDENTITY NUMBER 600824 0597 08 4, MARRIED IN COMMUNITY OF PROPERTY TO EACH OTHER, in respect of ERF 2269 RAMMULOTSI, district VILJOENSKROON, PROVINCE FREE STATE which has been lost or destroyed. Applicant: MW & JM BILE, STAND 2269 RAMMULOTSI, VILJOENSKROON. xyxy=(1153,399,1496,471)
notice-entry xyxy=(1154,219,1497,304)
address-line: STELLA SMITH xyxy=(799,260,865,271)
notice-entry xyxy=(1154,1563,1497,1636)
notice-intro: Notice is hereby given in terms of regulation 68 of the Deeds Registries Act, 1937, of the intention to apply for the issue of certified copies of: - xyxy=(799,392,1142,415)
notice-entry xyxy=(799,425,1142,498)
entry-heading: 30. DEED OF TRANSFER No. T8741/2005 passed by NGWATHE LOCAL MUNICIPALITY xyxy=(444,1088,787,1111)
notice-entry xyxy=(799,1277,1142,1362)
entry-heading: 36. DEED OF TRANSFER No. T15888/2012 passed by NGWATHE LOCAL MUNICIPALITY xyxy=(444,1575,787,1598)
notice-title: LOST OR DESTROYED DEEDS – BATCH 43 xyxy=(875,1225,1065,1236)
entry-heading: 43. DEED OF TRANSFER No. T16259/2005 passed by NGWATHE LOCAL MUNICIPALITY xyxy=(799,605,1142,628)
entry-text: in favour of GANYANE MARTHA MOKATSANE, IDENTITY NUMBER 610315 0711 08 9, UNMARRIED, in respect of ERF 5708 RAMMULOTSI EXTENSION 5, district VILJOENSKROON, PROVINCE FREE STATE which has been lost or destroyed. Applicant: GM MOKATSANE, STAND 5708 RAMMULOTSI EXTENSION 5, VILJOENSKROON. xyxy=(1153,1576,1496,1636)
notice-entry xyxy=(445,1312,788,1397)
notice-heading xyxy=(445,298,788,322)
entry-heading: 68. DEED OF TRANSFER No. T3239/2008 passed by MOQHAKA LOCAL MUNICIPALITY xyxy=(1153,1564,1496,1587)
entry-text: in favour of DAVID BASEKA TSATSI, IDENTITY NUMBER 640925 5335 08 7, MARRIED OUT OF COMMUNITY OF PROPERTY, in respect of ERF 4355 RAMMULOTSI, district VILJOENSKROON, PROVINCE FREE STATE which has been lost or destroyed. Applicant: DB TSATSI, Stand 4355 RAMMULOTSI, VILJOENSKROON. xyxy=(1153,1219,1496,1278)
notice-entry xyxy=(90,290,433,375)
entry-heading: 43.49. DEED OF TRANSFER No. T13984/2004 passed by MOQHAKA LOCAL MUNICIPALITY xyxy=(799,1469,1142,1492)
notice-entry xyxy=(799,1373,1142,1458)
notice-entry xyxy=(90,895,433,956)
entry-text: in favour of NONGEZILENI ELISA SEPHOKOANA, IDENTITY NUMBER 530416 0542 08 5, UNMARRIED, in respect of ERF 2967 RAMMULOTSI, district VILJOENSKROON, PROVINCE FREE STATE which has been lost or destroyed. Applicant: NE SEPHOKOANA, STAND 2967 RAMMULOTSI, VILJOENSKROON. xyxy=(1153,802,1496,850)
notice-entry xyxy=(799,1539,1142,1624)
notice-entry xyxy=(90,1323,433,1408)
column-3 xyxy=(799,124,1142,2192)
notice-entry xyxy=(445,362,788,435)
notice-entry xyxy=(1154,1646,1497,1719)
entry-heading: 24. DEED OF TRANSFER No. T5550/2011 passed by NGWATHE LOCAL MUNICIPALITY xyxy=(444,613,787,636)
entry-text: in favour of RAMPAI TYS MADIBO, IDENTITY NUMBER 600822 5616 08 6, MARRIED OUT OF COMMUNITY OF PROPERTY, in respect of ERF 4207 RAMMULOTSI EXTENSION 2, district VILJOENSKROON, PROVINCE FREE STATE which has been lost or destroyed. Applicant: RT MADIBO, Stand 4207 RAMMULOTSI EXTENSION 2, VILJOENSKROON. xyxy=(1153,1135,1496,1195)
entry-heading: 35. DEED OF TRANSFER No. T983/2012 passed by NGWATHE LOCAL MUNICIPALITY xyxy=(444,1504,787,1527)
notice-entry xyxy=(1154,386,1497,471)
notice-entry xyxy=(445,1503,788,1564)
entry-heading: 52. DEED OF TRANSFER No. TE8897/1998 passed by MOQHAKA LOCAL MUNICIPALITY xyxy=(1153,220,1496,243)
entry-text: in favour of VUMILE MICHAEL MAJAVU, IDENTITY NUMBER 710425 5466 08 3, UNMARRIED, in respect of ERF 1480 MOKWALLO, district VREDEFORT, PROVINCE FREE STATE which has been lost or destroyed. Applicant: VM MAJAVU, STAND 1480 MOKWALLO, VREDEFORT. xyxy=(90,1265,433,1313)
address-line: STELLA SMITH xyxy=(799,1771,865,1782)
entry-heading: 12. DEED OF TRANSFER No. TE9633/1999 passed by NGWATHE LOCAL MUNICIPALITY xyxy=(90,1062,433,1085)
entry-heading: 26. DEED OF TRANSFER No. T1033/2009 passed by NGWATHE LOCAL MUNICIPALITY xyxy=(444,755,787,778)
entries-list xyxy=(799,124,1142,185)
entry-heading: 64. DEED OF TRANSFER No. TE7304/1996 passed by MOQHAKA LOCAL MUNICIPALITY xyxy=(1153,1206,1496,1230)
entry-text: in favour of EPHRAIM MOTSAMAI, IDENTITY NUMBER 520520 5066 08 5 AND PANANA MARIA MOTSAMAI, IDENTITY NUMBER 581217 0582 08 7, MARRIED IN COMMUNITY OF PROPERTY TO EACH OTHER, in respect of ERF 10164 MAOKENG, district KROONSTAD, PROVINCE FREE STATE which has been lost or destroyed. Applicant: EM & PM MOTSAMAI, Stand 10164 MAOKENG, KROONSTAD. xyxy=(799,1290,1142,1362)
address-line: BLOEMFONTEIN xyxy=(799,310,872,321)
entry-heading: 43.48. DEED OF TRANSFER No. T20259/1993 passed by MOQHAKA LOCAL MUNICIPALITY xyxy=(799,1373,1142,1396)
notice-entry xyxy=(1154,315,1497,376)
entry-heading: 4. DEED OF TRANSFER No. T1457/2020 passed by NGWATHE LOCAL MUNICIPALITY xyxy=(90,457,433,480)
notice-entry xyxy=(1154,1730,1497,1815)
column-4 xyxy=(1154,124,1497,2192)
entry-heading: 10. DEED OF TRANSFER No. TE9191/2023 passed by NGWATHE LOCAL MUNICIPALITY xyxy=(90,895,433,919)
entries-list xyxy=(445,362,788,1884)
notice-entry xyxy=(90,386,433,447)
notice-entry xyxy=(90,1061,433,1146)
address-line: BOKWA LAW INC xyxy=(1153,1903,1229,1914)
sponsor-line: SPONSORED BY: SEARLE AND LORNA SACKS xyxy=(512,298,719,309)
entry-text: in favour of ISIKELA JOHANNES NNETE, IDENTITY NUMBER 610310 5725 08 0, UNMARRIED, in respect of ERF 1878 KWAKWATSI, district KOPPIES, PROVINCE FREE STATE which has been lost or destroyed. Applicant: IJ NNETE, STAND 1878 KWAKWATSI, KOPPIES. xyxy=(444,1753,787,1801)
entry-heading: 1. DEED OF TRANSFER No. T4579/2011 passed by NGWATHE LOCAL MUNICIPALITY xyxy=(90,195,433,219)
entry-heading: 67. DEED OF TRANSFER No. T10461/1999 passed by MOQHAKA LOCAL MUNICIPALITY xyxy=(1153,1480,1496,1504)
notice-entry xyxy=(445,446,788,519)
entry-text: in favour of DIMAKATSO FLORINA DLAMINI, IDENTITY NUMBER 660924 0467 08 9, UNMARRIED, in respect of ERF 2368 MOKWALLO EXTENSION 2, district VREDEFORT, PROVINCE FREE STATE which has been lost or destroyed. Applicant: DF DLAMINI, STAND 2368 MOKWALLO EXTENSION 2, VREDEFORT. xyxy=(444,458,787,518)
entry-text: in favour of MOQHAKA LOCAL MUNICIPALITY, the registered owner of ERF 10290 MAOKENG, district KROONSTAD, PROVINCE FREE STATE which has been lost or destroyed. Applicant: MOQHAKA LOCAL MUNICIPALITY, Stand 10290 MAOKENG, KROONSTAD. xyxy=(799,1647,1142,1695)
address-line: STELLA SMITH xyxy=(799,1112,865,1123)
entry-heading: 55. DEED OF TRANSFER No. TE26384/1995 passed by MOQHAKA LOCAL MUNICIPALITY xyxy=(1153,482,1496,505)
entry-text: in favour of PETRUS MAJOLA, IDENTITY NUMBER 540929 5317 08 9 AND MARTHA SUZAN MAJOLA, IDENTITY NUMBER 540118 0967 08 7, MARRIED IN COMMUNITY OF PROPERTY TO EACH OTHER, in respect of ERF 20789 MAOKENG EXTENSION 1, district KROONSTAD, PROVINCE FREE STATE which has been lost or destroyed. Applicant: P & MS MAJOLA, STAND 20789 MAOKENG EXTENSION 1, KROONSTAD. xyxy=(799,1552,1142,1624)
address-line: BLOEMFONTEIN xyxy=(799,1821,872,1832)
entry-heading: 63. DEED OF TRANSFER No. TE15176/1998 passed by MOQHAKA LOCAL MUNICIPALITY xyxy=(1153,1123,1496,1146)
address-line: 121 PRESIDENT REITZ AVENUE xyxy=(444,222,580,233)
entry-text: in favour of GABRIEL BUTI MOSUPA, IDENTITY NUMBER 520820 5772 08 4 AND SETSOMERE ANNA MOSUPA, IDENTITY NUMBER 571019 0690 08 4, MARRIED IN COMMUNITY OF PROPERTY TO EACH OTHER, in respect of ERF 778 MOKWALLO, district VREDEFORT, PROVINCE FREE STATE which has been lost or destroyed. Applicant: GB & SA MOSUPA, STAND 778 MOKWALLO, VREDEFORT. xyxy=(90,979,433,1051)
entry-text: in favour of NOMASONTO PAULINAH DLAMINI, IDENTITY NUMBER 531002 0157 08 5, UNMARRIED, in respect of ERF 4527 KWAKWATSI EXTENSION 3, district KOPPIES, PROVINCE FREE STATE which has been lost or destroyed. Applicant: NP DLAMINI, STAND 4527 KWAKWATSI EXTENSION 3, KOPPIES. xyxy=(799,438,1142,498)
entry-text: in favour of SETUMO DAVID MOSHOLI, IDENTITY NUMBER 250810 5100 08 3 AND MOLALEPULE MARTHA MOSHOLI, IDENTITY NUMBER 260118 0116 08 2, MARRIED IN COMMUNITY OF PROPERTY TO EACH OTHER, in respect of ERF 1005 MOKWALLO, district VREDEFORT, PROVINCE FREE STATE which has been lost or destroyed. Applicant: SD & MM MOSHOLI, STAND 1005 MOKWALLO, VREDEFORT. xyxy=(90,1170,433,1242)
entry-text: in favour of SELLO ALFRED MFEQEKE, IDENTITY NUMBER 640616 5269 08 9 AND ESTHER MMAMI MFEQEKE, IDENTITY NUMBER 650920 0536 08 2, MARRIED IN COMMUNITY OF PROPERTY TO EACH OTHER, in respect of ERF 3428 RAMMULOTSI EXTENSION 1, district VILJOENSKROON, PROVINCE FREE STATE which has been lost or destroyed. Applicant: SA & EM MFEQEKE, STAND 3428 RAMMULOTSI EXTENSION 1, VILJOENSKROON. xyxy=(1153,957,1496,1029)
address-line: BLOEMFONTEIN xyxy=(444,247,518,258)
entry-text: in favour of MOTLALEPULE ESAIA MOKHAGHANE, IDENTITY NUMBER 710216 5444 08 1 AND MMAMONE JOSEPHINA MOKHAGHANE, IDENTITY NUMBER 720413 0558 08 6, MARRIED IN COMMUNITY OF PROPERTY TO EACH OTHER, in respect of ERF 4931 KWAKWATSI EXTENSION 3, district KOPPIES, PROVINCE FREE STATE which has been lost or destroyed. Applicant: ME & MJ MOKHAGHANE, STAND 4931 KWAKWATSI EXTENSION 3, KOPPIES. xyxy=(799,964,1142,1036)
entry-heading: 60. DEED OF TRANSFER No. T24078/1997 passed by MOQHAKA LOCAL MUNICIPALITY xyxy=(1153,861,1496,884)
entry-text: in favour of SELLO ICAK MOLISE, IDENTITY NUMBER 680825 5307 08 4, UNMARRIED, in respect of ERF 3295 MOKWALLO EXTENSION 3, district VREDEFORT, PROVINCE FREE STATE which has been lost or destroyed. Applicant: SI MOLISE, STAND 3295 MOKWALLO EXTENSION 3, VREDEFORT. xyxy=(444,1100,787,1147)
notice-title: LOST OR DESTROYED DEEDS – BATCH 43 xyxy=(166,143,356,154)
notice-entry xyxy=(1154,861,1497,934)
notice-entry xyxy=(445,1670,788,1731)
entry-heading: 43.50. CERTIFICATE OF REGISTERED GRANT OF LEASEHOLD No. TL2279/1987 passed by MOQHAKA LOCAL MUNICIPALITY xyxy=(799,1540,1142,1563)
notice-entry xyxy=(445,1229,788,1302)
entry-heading: 38. DEED OF TRANSFER No. T12112/2012 passed by NGWATHE LOCAL MUNICIPALITY xyxy=(444,1741,787,1764)
sponsor-line: SPONSORED BY: SEARLE AND LORNA SACKS xyxy=(158,131,365,141)
